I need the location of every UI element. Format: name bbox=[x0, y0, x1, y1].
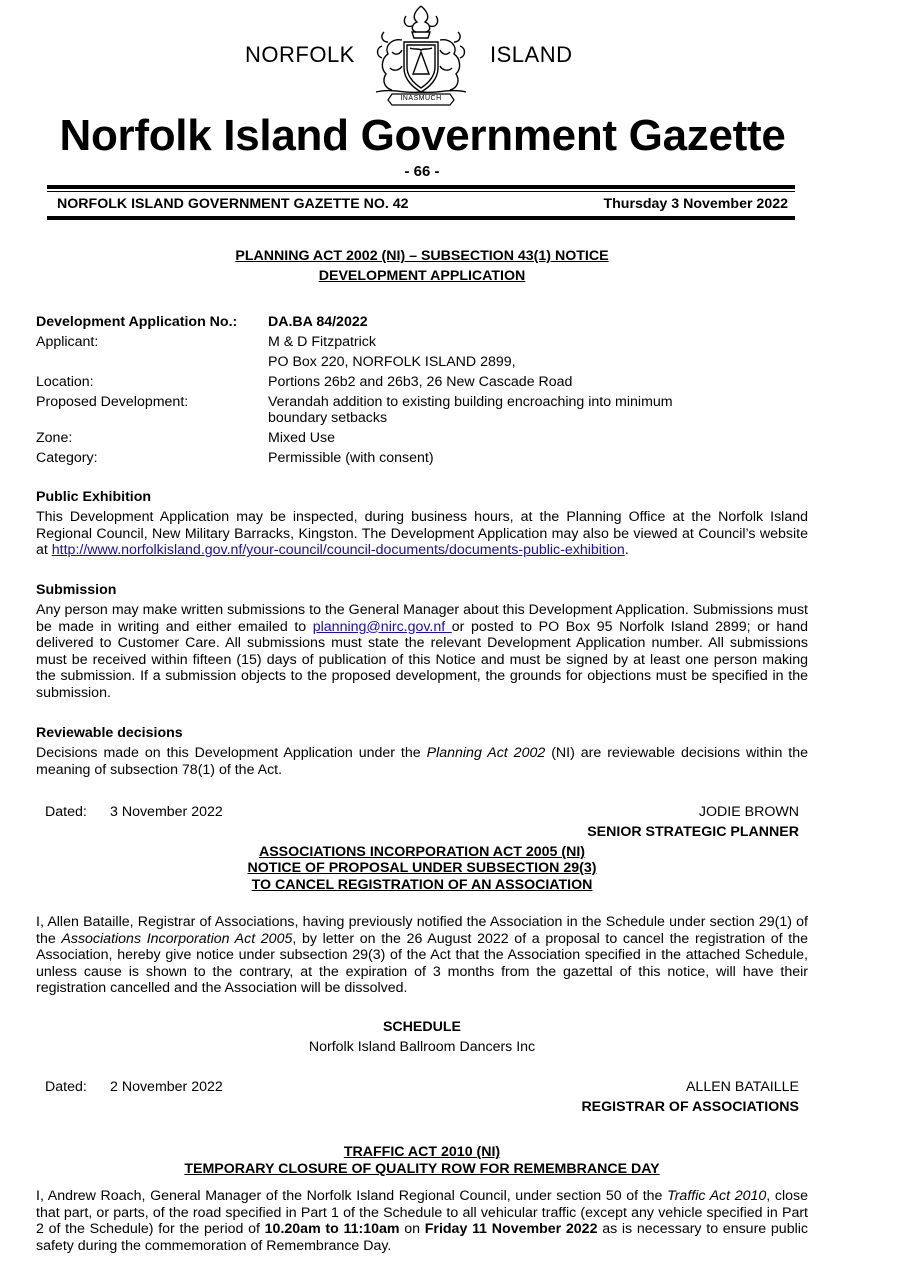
gazette-number: NORFOLK ISLAND GOVERNMENT GAZETTE NO. 42 bbox=[57, 196, 409, 212]
closure-time: 10.20am to 11:10am bbox=[264, 1221, 400, 1238]
masthead-right-word: ISLAND bbox=[490, 42, 573, 67]
notice1-heading-line2: DEVELOPMENT APPLICATION bbox=[318, 268, 526, 284]
notice1-heading-line1: PLANNING ACT 2002 (NI) – SUBSECTION 43(1) NOTICE bbox=[235, 248, 609, 264]
submission-heading: Submission bbox=[36, 582, 117, 598]
notice2-dated-value: 2 November 2022 bbox=[110, 1079, 223, 1095]
schedule-heading: SCHEDULE bbox=[382, 1019, 462, 1035]
reviewable-text-end: (NI) are reviewable decisions within the meaning of subsection 78(1) of the Act. bbox=[36, 745, 808, 778]
coat-of-arms-icon bbox=[362, 2, 480, 106]
proposed-development-label: Proposed Development: bbox=[36, 394, 189, 410]
reviewable-heading: Reviewable decisions bbox=[36, 725, 183, 741]
notice3-paragraph bbox=[36, 1188, 808, 1254]
zone-label: Zone: bbox=[36, 430, 73, 446]
notice3-paragraph-middle: , close that part, or parts, of the road specified in Part 1 of the Schedule to all vehicular traffic (except any vehicle specified in Part 2 of the Schedule) for the period of bbox=[36, 1188, 808, 1238]
notice3-paragraph-on: on bbox=[399, 1221, 425, 1238]
category-value: Permissible (with consent) bbox=[268, 450, 434, 466]
notice1-dated-value: 3 November 2022 bbox=[110, 804, 223, 820]
da-number-label: Development Application No.: bbox=[36, 314, 238, 330]
submission-text bbox=[36, 602, 808, 702]
notice2-paragraph-rest: , by letter on the 26 August 2022 of a proposal to cancel the registration of the Association, hereby give notice under subsection 29(3) of the Act that the Association specified in the attached Schedule, unless cause is shown to the contrary, at the expiration of 3 months from the gazettal of this notice, will have their registration cancelled and the Association will be dissolved. bbox=[36, 930, 808, 997]
applicant-address: PO Box 220, NORFOLK ISLAND 2899, bbox=[268, 354, 516, 370]
crest-motto: INASMUCH bbox=[400, 95, 442, 102]
notice2-paragraph bbox=[36, 914, 808, 997]
notice2-heading-line2: NOTICE OF PROPOSAL UNDER SUBSECTION 29(3) bbox=[247, 860, 597, 876]
public-exhibition-text-body: This Development Application may be inspected, during business hours, at the Planning Office at the Norfolk Island Regional Council, New Military Barracks, Kingston. The Development Application may also be viewed at Council’s website at bbox=[36, 509, 808, 559]
masthead-left-word: NORFOLK bbox=[245, 42, 355, 67]
header-rule-top bbox=[47, 185, 795, 189]
public-exhibition-text-end: . bbox=[624, 542, 629, 559]
reviewable-act-name: Planning Act 2002 bbox=[426, 745, 546, 761]
public-exhibition-heading: Public Exhibition bbox=[36, 489, 152, 505]
notice1-signatory-title: SENIOR STRATEGIC PLANNER bbox=[587, 824, 799, 840]
location-label: Location: bbox=[36, 374, 94, 390]
notice2-dated-label: Dated: bbox=[45, 1079, 87, 1095]
notice1-signatory: JODIE BROWN bbox=[698, 804, 799, 820]
notice2-signatory: ALLEN BATAILLE bbox=[685, 1079, 799, 1095]
proposed-development-line2: boundary setbacks bbox=[268, 410, 388, 426]
schedule-item: Norfolk Island Ballroom Dancers Inc bbox=[308, 1039, 536, 1055]
submission-text-start: Any person may make written submissions to the General Manager about this Development Application. Submissions must be made in writing and either emailed to bbox=[36, 602, 808, 635]
location-value: Portions 26b2 and 26b3, 26 New Cascade Road bbox=[268, 374, 573, 390]
gazette-date: Thursday 3 November 2022 bbox=[603, 196, 788, 212]
notice3-act-name: Traffic Act 2010 bbox=[667, 1188, 767, 1204]
reviewable-text-start: Decisions made on this Development Application under the bbox=[36, 745, 427, 761]
zone-value: Mixed Use bbox=[268, 430, 336, 446]
header-rule-top-thin bbox=[47, 191, 795, 192]
page-number: - 66 - bbox=[404, 163, 440, 180]
reviewable-text bbox=[36, 745, 808, 778]
submission-text-rest: or posted to PO Box 95 Norfolk Island 2899; or hand delivered to Customer Care. All submissions must state the relevant Development Application number. All submissions must be received within fifteen (15) days of publication of this Notice and must be signed by at least one person making the submission. If a submission objects to the proposed development, the grounds for objections must be specified in the submission. bbox=[36, 618, 808, 701]
submission-email-link[interactable]: planning@nirc.gov.nf bbox=[312, 618, 452, 635]
coat-of-arms bbox=[362, 2, 480, 106]
notice3-heading-line1: TRAFFIC ACT 2010 (NI) bbox=[343, 1144, 501, 1160]
applicant-label: Applicant: bbox=[36, 334, 99, 350]
notice1-dated-label: Dated: bbox=[45, 804, 87, 820]
notice3-paragraph-start: I, Andrew Roach, General Manager of the Norfolk Island Regional Council, under section 50 of the bbox=[36, 1188, 668, 1204]
gazette-title: Norfolk Island Government Gazette bbox=[59, 111, 786, 160]
header-rule-bottom bbox=[47, 216, 795, 220]
public-exhibition-text bbox=[36, 509, 808, 559]
public-exhibition-link[interactable]: http://www.norfolkisland.gov.nf/your-council/council-documents/documents-public-exhibition bbox=[51, 542, 625, 559]
notice2-act-name: Associations Incorporation Act 2005 bbox=[61, 930, 293, 947]
notice3-paragraph-end: as is necessary to ensure public safety during the commemoration of Remembrance Day. bbox=[36, 1221, 808, 1254]
notice3-heading-line2: TEMPORARY CLOSURE OF QUALITY ROW FOR REMEMBRANCE DAY bbox=[184, 1161, 660, 1177]
closure-date: Friday 11 November 2022 bbox=[424, 1221, 598, 1238]
notice2-paragraph-start: I, Allen Bataille, Registrar of Associations, having previously notified the Association in the Schedule under section 29(1) of the bbox=[36, 914, 808, 947]
notice2-signatory-title: REGISTRAR OF ASSOCIATIONS bbox=[581, 1099, 799, 1115]
da-number-value: DA.BA 84/2022 bbox=[268, 314, 368, 330]
category-label: Category: bbox=[36, 450, 98, 466]
applicant-name: M & D Fitzpatrick bbox=[268, 334, 376, 350]
proposed-development-line1: Verandah addition to existing building encroaching into minimum bbox=[268, 394, 673, 410]
notice2-heading-line3: TO CANCEL REGISTRATION OF AN ASSOCIATION bbox=[251, 877, 593, 893]
notice2-heading-line1: ASSOCIATIONS INCORPORATION ACT 2005 (NI) bbox=[258, 844, 586, 860]
